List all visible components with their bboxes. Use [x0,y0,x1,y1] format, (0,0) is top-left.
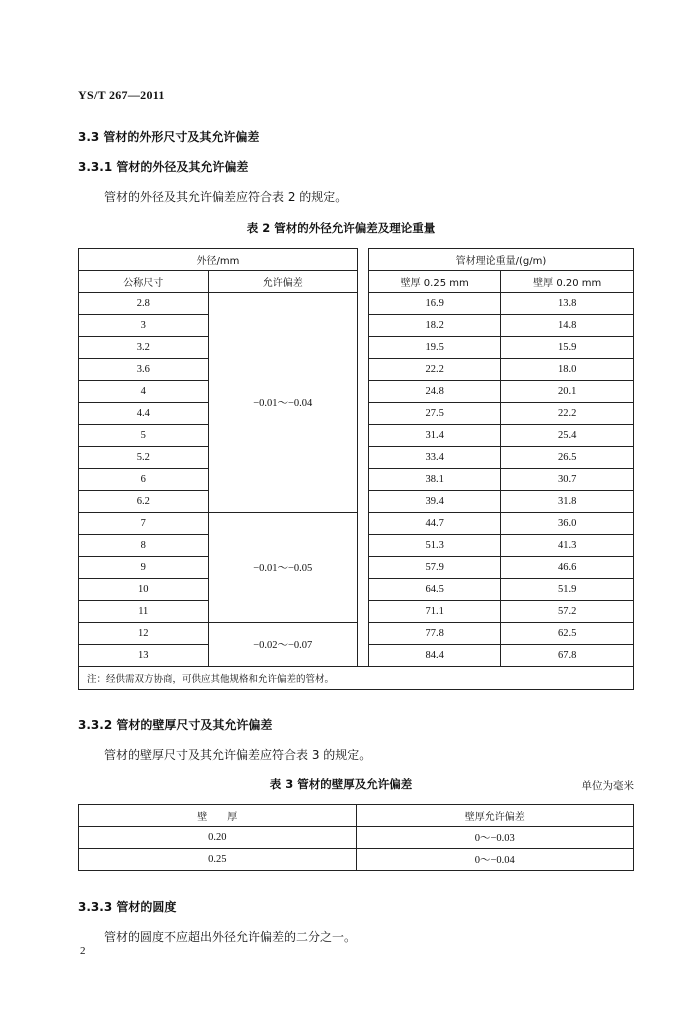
section-3-3-3-text: 管材的圆度不应超出外径允许偏差的二分之一。 [104,930,357,944]
weight-025-cell: 31.4 [368,425,501,447]
weight-025-cell: 51.3 [368,535,501,557]
nominal-size-cell: 2.8 [79,293,209,315]
tolerance-cell: −0.02～−0.07 [208,623,357,667]
weight-025-cell: 19.5 [368,337,501,359]
table-2 [78,248,634,690]
weight-020-cell: 57.2 [501,601,634,623]
weight-025-cell: 16.9 [368,293,501,315]
table-3 [78,804,634,871]
weight-025-cell: 22.2 [368,359,501,381]
standard-number: YS/T 267—2011 [78,88,165,102]
weight-020-cell: 51.9 [501,579,634,601]
wall-tolerance-value: 0～−0.04 [356,849,634,871]
header-wall-020: 壁厚 0.20 mm [501,271,634,293]
nominal-size-cell: 8 [79,535,209,557]
nominal-size-cell: 4 [79,381,209,403]
nominal-size-cell: 3.6 [79,359,209,381]
header-wall-025: 壁厚 0.25 mm [368,271,501,293]
header-theoretical-weight: 管材理论重量/(g/m) [368,249,633,271]
nominal-size-cell: 5.2 [79,447,209,469]
section-3-3-title: 3.3 管材的外形尺寸及其允许偏差 [78,130,260,144]
nominal-size-cell: 4.4 [79,403,209,425]
weight-020-cell: 25.4 [501,425,634,447]
nominal-size-cell: 13 [79,645,209,667]
nominal-size-cell: 12 [79,623,209,645]
weight-020-cell: 41.3 [501,535,634,557]
nominal-size-cell: 10 [79,579,209,601]
section-3-3-3-title: 3.3.3 管材的圆度 [78,900,177,914]
section-3-3-2-text: 管材的壁厚尺寸及其允许偏差应符合表 3 的规定。 [104,748,372,762]
weight-020-cell: 46.6 [501,557,634,579]
nominal-size-cell: 6.2 [79,491,209,513]
section-3-3-1-text: 管材的外径及其允许偏差应符合表 2 的规定。 [104,190,348,204]
nominal-size-cell: 11 [79,601,209,623]
table-3-caption: 表 3 管材的壁厚及允许偏差 [269,777,413,791]
nominal-size-cell: 5 [79,425,209,447]
weight-025-cell: 44.7 [368,513,501,535]
weight-020-cell: 30.7 [501,469,634,491]
nominal-size-cell: 9 [79,557,209,579]
table-2-note: 注：经供需双方协商，可供应其他规格和允许偏差的管材。 [79,667,634,690]
table-row [79,513,634,535]
weight-020-cell: 15.9 [501,337,634,359]
weight-020-cell: 67.8 [501,645,634,667]
nominal-size-cell: 6 [79,469,209,491]
header-nominal-size: 公称尺寸 [79,271,209,293]
weight-020-cell: 36.0 [501,513,634,535]
column-gap [357,249,368,667]
table-row [79,827,634,849]
weight-020-cell: 20.1 [501,381,634,403]
tolerance-cell: −0.01～−0.04 [208,293,357,513]
weight-025-cell: 18.2 [368,315,501,337]
section-3-3-1-title: 3.3.1 管材的外径及其允许偏差 [78,160,249,174]
wall-tolerance-value: 0～−0.03 [356,827,634,849]
header-tolerance: 允许偏差 [208,271,357,293]
tolerance-cell: −0.01～−0.05 [208,513,357,623]
nominal-size-cell: 3.2 [79,337,209,359]
weight-020-cell: 62.5 [501,623,634,645]
table-row [79,293,634,315]
wall-value: 0.20 [79,827,357,849]
nominal-size-cell: 3 [79,315,209,337]
weight-025-cell: 33.4 [368,447,501,469]
section-3-3-2-title: 3.3.2 管材的壁厚尺寸及其允许偏差 [78,718,273,732]
weight-020-cell: 22.2 [501,403,634,425]
weight-025-cell: 64.5 [368,579,501,601]
nominal-size-cell: 7 [79,513,209,535]
weight-025-cell: 71.1 [368,601,501,623]
weight-025-cell: 39.4 [368,491,501,513]
table-3-unit: 单位为毫米 [581,780,634,792]
weight-020-cell: 31.8 [501,491,634,513]
weight-025-cell: 27.5 [368,403,501,425]
header-wall-tolerance: 壁厚允许偏差 [356,805,634,827]
page-number: 2 [80,945,86,957]
table-row [79,623,634,645]
weight-020-cell: 13.8 [501,293,634,315]
weight-025-cell: 38.1 [368,469,501,491]
weight-025-cell: 77.8 [368,623,501,645]
weight-020-cell: 18.0 [501,359,634,381]
weight-020-cell: 26.5 [501,447,634,469]
table-2-caption: 表 2 管材的外径允许偏差及理论重量 [246,221,436,235]
header-outer-diameter: 外径/mm [79,249,358,271]
table-row [79,849,634,871]
weight-025-cell: 24.8 [368,381,501,403]
header-wall-thickness: 壁 厚 [79,805,357,827]
wall-value: 0.25 [79,849,357,871]
weight-020-cell: 14.8 [501,315,634,337]
weight-025-cell: 84.4 [368,645,501,667]
weight-025-cell: 57.9 [368,557,501,579]
